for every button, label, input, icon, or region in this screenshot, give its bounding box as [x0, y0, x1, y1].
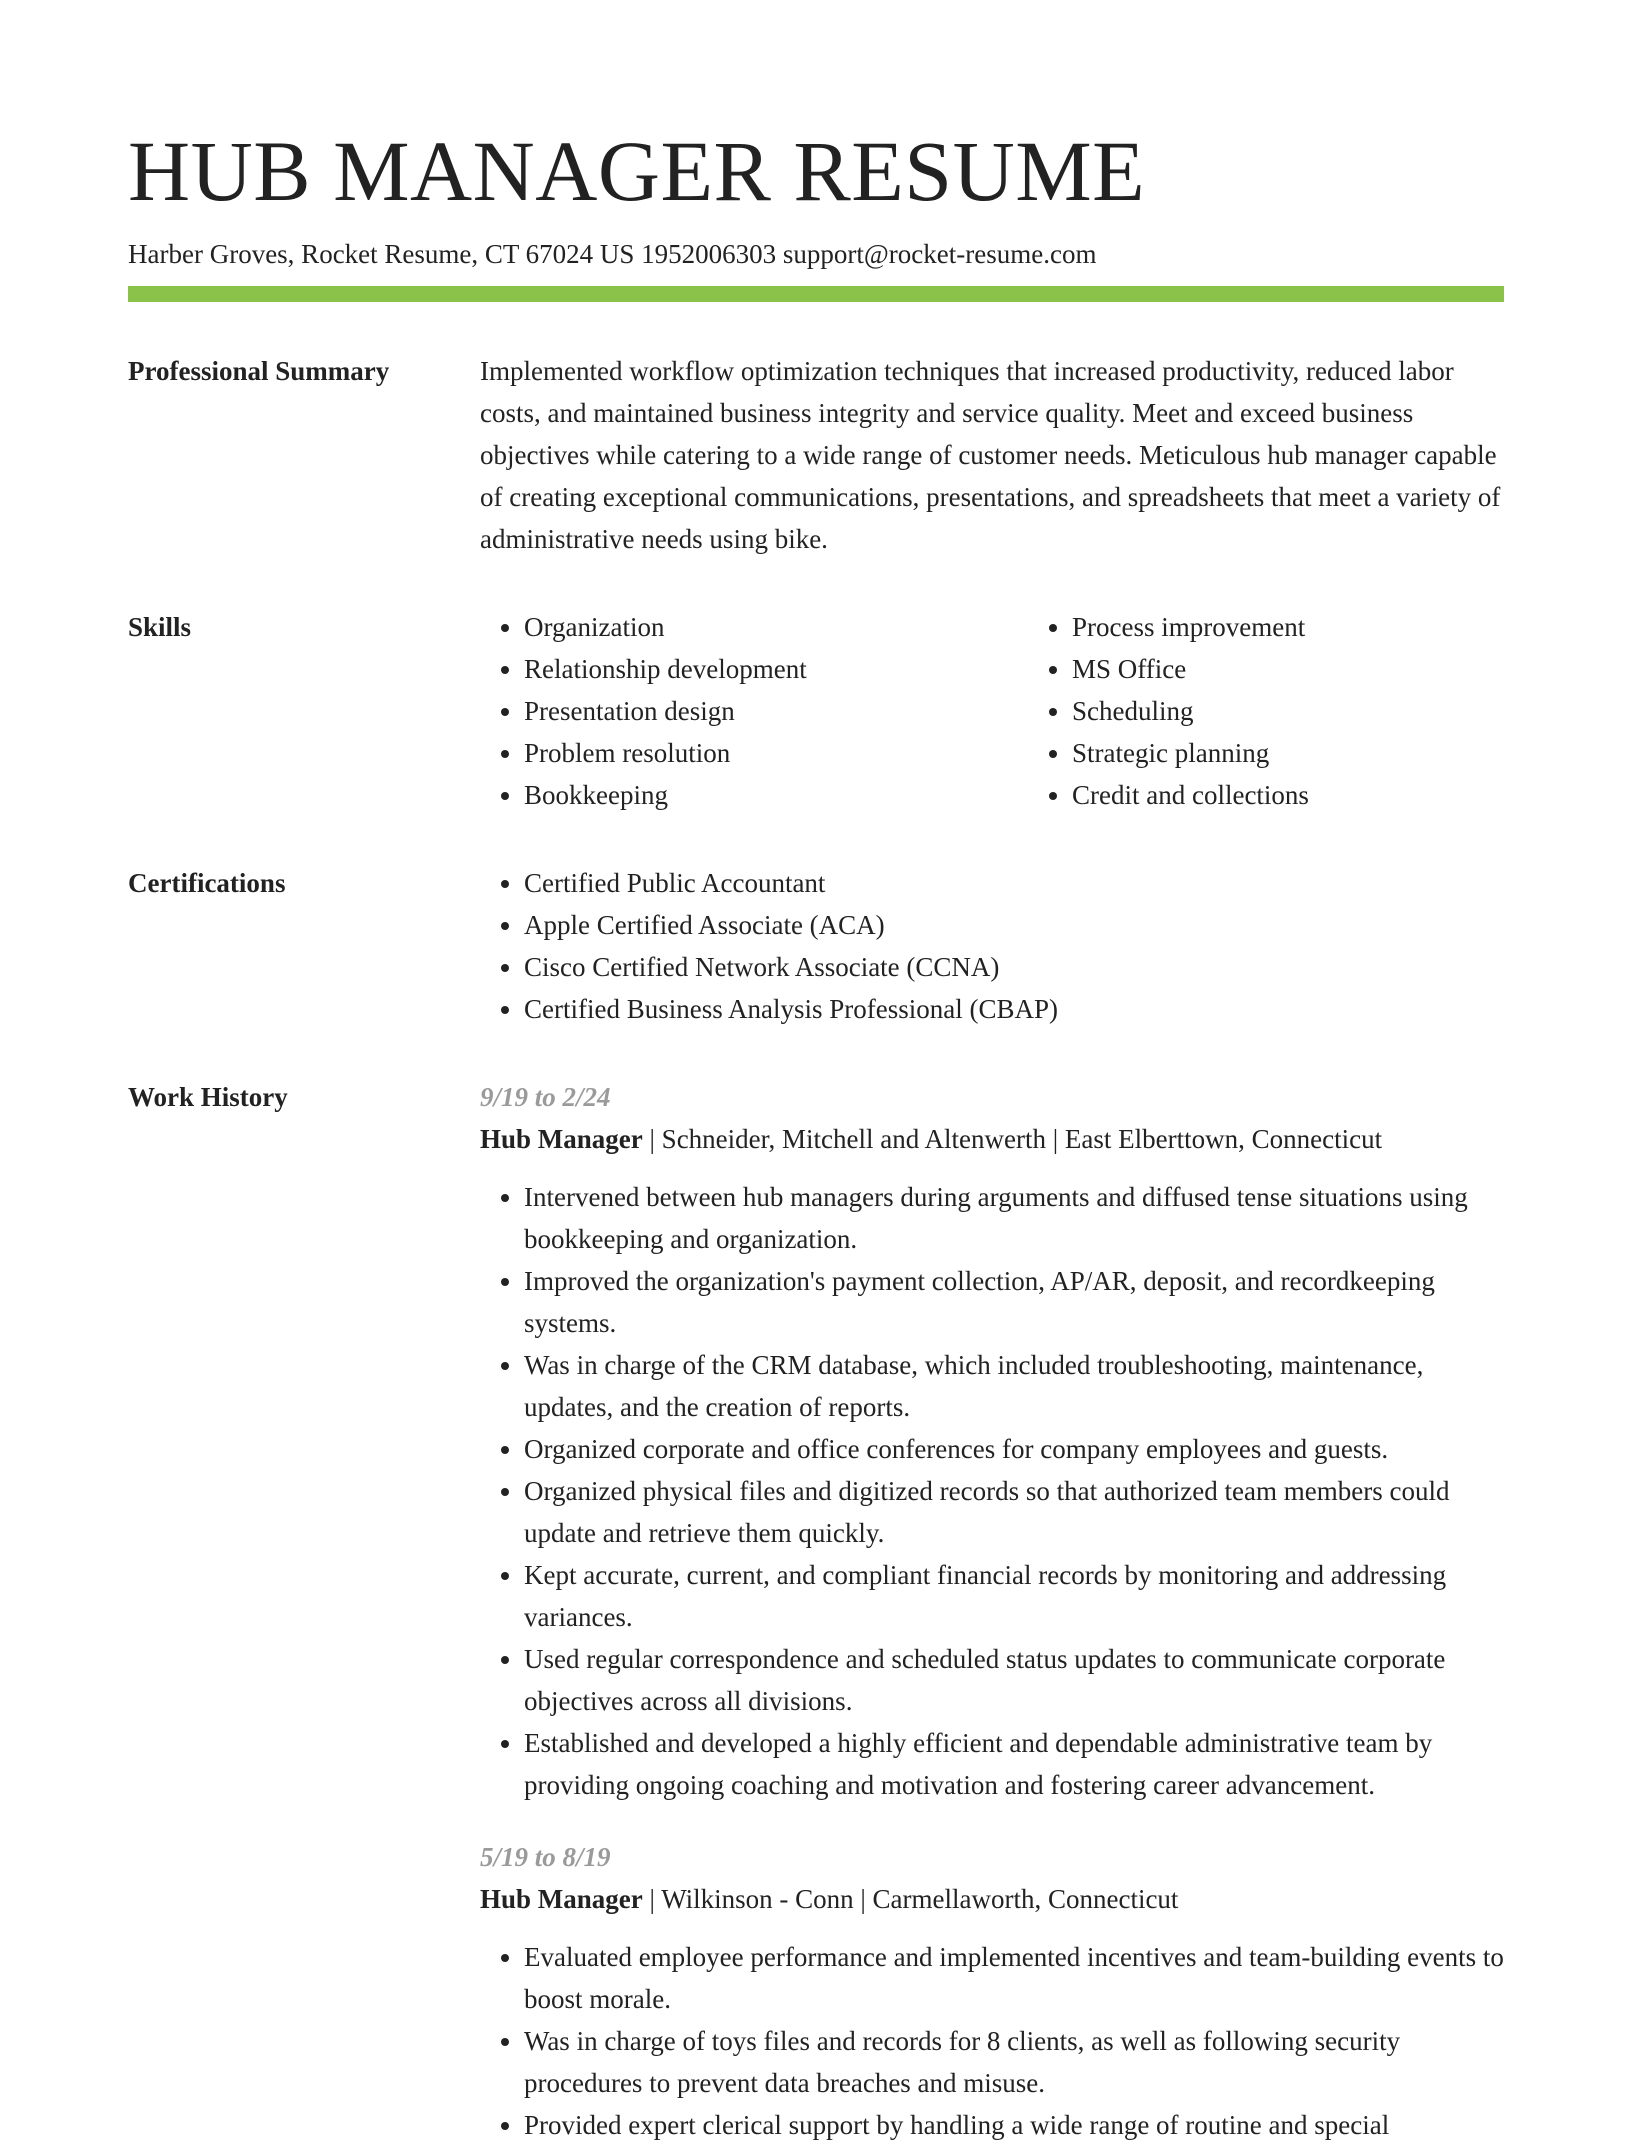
contact-phone: 1952006303 — [641, 239, 777, 269]
job-bullet: • Was in charge of toys files and records for 8 clients, as well as following security procedures to prevent data breaches and misuse. — [524, 2020, 1504, 2104]
summary-label: Professional Summary — [128, 356, 390, 386]
job-bullet: • Organized physical files and digitized records so that authorized team members could update and retrieve them quickly. — [524, 1470, 1504, 1554]
job-bullet: • Established and developed a highly efficient and dependable administrative team by providing ongoing coaching and motivation and fostering career advancement. — [524, 1722, 1504, 1806]
skills-label: Skills — [128, 612, 192, 642]
certification-item: • Apple Certified Associate (ACA) — [524, 904, 1504, 946]
job-bullet: • Kept accurate, current, and compliant financial records by monitoring and addressing variances. — [524, 1554, 1504, 1638]
skill-item: • Problem resolution — [524, 732, 1028, 774]
job-bullet: • Intervened between hub managers during arguments and diffused tense situations using bookkeeping and organization. — [524, 1176, 1504, 1260]
certifications-section — [128, 862, 1504, 1030]
work-history-section — [128, 1076, 1504, 2146]
job-company: Wilkinson - Conn — [661, 1884, 854, 1914]
job-bullet: • Used regular correspondence and scheduled status updates to communicate corporate objectives across all divisions. — [524, 1638, 1504, 1722]
job-dates: 5/19 to 8/19 — [480, 1842, 611, 1872]
contact-email: support@rocket-resume.com — [782, 239, 1097, 269]
header-divider — [128, 286, 1504, 302]
job-role: Hub Manager — [480, 1124, 643, 1154]
skill-item: • Relationship development — [524, 648, 1028, 690]
job-entry — [480, 1076, 1504, 1806]
job-bullets — [480, 1176, 1504, 1806]
job-bullet: • Was in charge of the CRM database, which included troubleshooting, maintenance, updates, and the creation of reports. — [524, 1344, 1504, 1428]
contact-line — [128, 236, 1504, 272]
summary-section — [128, 350, 1504, 560]
job-entry — [480, 1836, 1504, 2146]
job-role: Hub Manager — [480, 1884, 643, 1914]
job-dates: 9/19 to 2/24 — [480, 1082, 611, 1112]
contact-address: Harber Groves, Rocket Resume, CT 67024 US — [128, 239, 635, 269]
job-separator: | — [642, 1124, 662, 1154]
job-separator: | — [1046, 1124, 1065, 1154]
skills-list-right — [1028, 606, 1576, 816]
job-bullets — [480, 1936, 1504, 2146]
job-heading — [480, 1878, 1504, 1920]
skill-item: • Process improvement — [1072, 606, 1576, 648]
certification-item: • Certified Public Accountant — [524, 862, 1504, 904]
job-bullet: • Organized corporate and office conferences for company employees and guests. — [524, 1428, 1504, 1470]
certification-item: • Cisco Certified Network Associate (CCNA) — [524, 946, 1504, 988]
skill-item: • MS Office — [1072, 648, 1576, 690]
skill-item: • Presentation design — [524, 690, 1028, 732]
job-location: East Elberttown, Connecticut — [1064, 1124, 1383, 1154]
job-bullet: • Provided expert clerical support by handling a wide range of routine and special — [524, 2104, 1504, 2146]
work-history-label: Work History — [128, 1082, 288, 1112]
certifications-label: Certifications — [128, 868, 286, 898]
resume-page — [128, 118, 1504, 2146]
job-separator: | — [853, 1884, 873, 1914]
job-company: Schneider, Mitchell and Altenwerth — [661, 1124, 1046, 1154]
skill-item: • Scheduling — [1072, 690, 1576, 732]
skills-list-left — [480, 606, 1028, 816]
skill-item: • Bookkeeping — [524, 774, 1028, 816]
certification-item: • Certified Business Analysis Professional (CBAP) — [524, 988, 1504, 1030]
skill-item: • Strategic planning — [1072, 732, 1576, 774]
job-separator: | — [642, 1884, 662, 1914]
skills-section — [128, 606, 1504, 816]
page-title: HUB MANAGER RESUME — [128, 123, 1146, 219]
job-bullet: • Improved the organization's payment collection, AP/AR, deposit, and recordkeeping systems. — [524, 1260, 1504, 1344]
skill-item: • Credit and collections — [1072, 774, 1576, 816]
job-location: Carmellaworth, Connecticut — [872, 1884, 1179, 1914]
job-bullet: • Evaluated employee performance and implemented incentives and team-building events to boost morale. — [524, 1936, 1504, 2020]
job-heading — [480, 1118, 1504, 1160]
summary-text: Implemented workflow optimization techniques that increased productivity, reduced labor costs, and maintained business integrity and service quality. Meet and exceed business objectives while catering to a wide range of customer needs. Meticulous hub manager capable of creating exceptional communications, presentations, and spreadsheets that meet a variety of administrative needs using bike. — [480, 356, 1501, 554]
certifications-list — [480, 862, 1504, 1030]
skill-item: • Organization — [524, 606, 1028, 648]
